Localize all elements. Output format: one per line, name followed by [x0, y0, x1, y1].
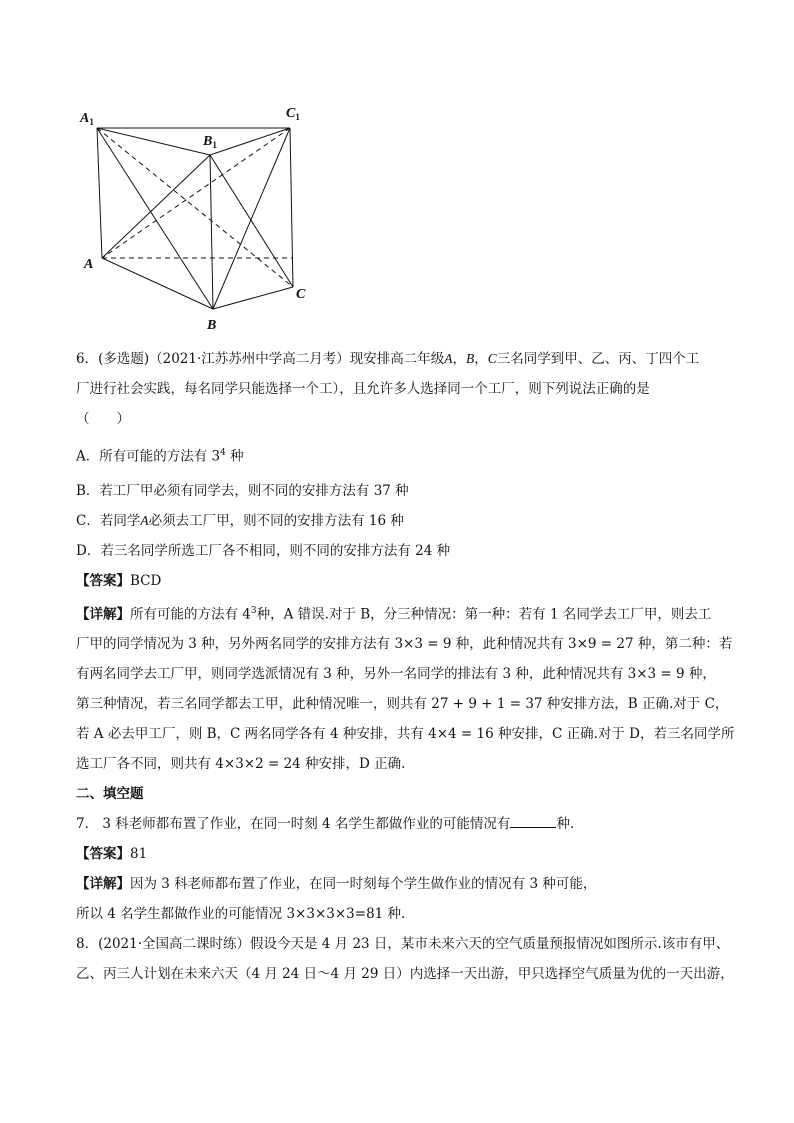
q7-detail-line1: 【详解】因为 3 科老师都布置了作业，在同一时刻每个学生做作业的情况有 3 种可能， — [76, 876, 597, 892]
vertex-label-b1: $B_1$ — [203, 134, 217, 150]
edge-c1-a-dashed — [102, 128, 290, 258]
q6-option-b: B．若工厂甲必须有同学去，则不同的安排方法有 37 种 — [76, 482, 409, 499]
q7-answer: 【答案】81 — [76, 846, 148, 862]
vertex-label-a: A — [84, 257, 94, 272]
edge-c1-c — [290, 128, 293, 287]
prism-diagram — [70, 95, 340, 340]
q6-option-d: D．若三名同学所选工厂各不相同，则不同的安排方法有 24 种 — [76, 542, 451, 559]
q6-detail-line2: 厂甲的同学情况为 3 种，另外两名同学的安排方法有 3×3 = 9 种，此种情况共有 3×9 = 27 种，第二种：若 — [76, 636, 733, 652]
edge-a1-a — [97, 128, 102, 258]
q6-detail-line5: 若 A 必去甲工厂，则 B，C 两名同学各有 4 种安排，共有 4×4 = 16 种安排，C 正确.对于 D，若三名同学所 — [76, 726, 735, 742]
q6-detail-line3: 有两名同学去工厂甲，则同学选派情况有 3 种，另外一名同学的排法有 3 种，此种情况共有 3×3 = 9 种， — [76, 666, 716, 682]
q6-answer: 【答案】BCD — [76, 572, 162, 589]
q8-line2: 乙、丙三人计划在未来六天（4 月 24 日～4 月 29 日）内选择一天出游，甲只选择空气质量为优的一天出游， — [76, 966, 734, 982]
q6-line2: 厂进行社会实践，每名同学只能选择一个工），且允许多人选择同一个工厂，则下列说法正确的是 — [76, 381, 650, 397]
vertex-label-a1: $A_1$ — [80, 111, 94, 127]
q6-detail-line6: 选工厂各不同，则共有 4×3×2 = 24 种安排，D 正确. — [76, 756, 406, 772]
q6-option-c: C．若同学A必须去工厂甲，则不同的安排方法有 16 种 — [76, 512, 404, 529]
vertex-label-b: B — [207, 318, 217, 333]
q6-line3: （ ） — [76, 411, 130, 427]
q6-line1: 6．(多选题)（2021·江苏苏州中学高二月考）现安排高二年级A，B，C三名同学到甲、乙、丙、丁四个工 — [76, 351, 700, 367]
edge-b-c — [213, 287, 293, 309]
document-body — [76, 344, 735, 989]
q6-option-a: A．所有可能的方法有 $3^4$ 种 — [76, 448, 244, 465]
q6-detail-line4: 第三种情况，若三名同学都去工甲，此种情况唯一，则共有 27 + 9 + 1 = 37 种安排方法，B 正确.对于 C， — [76, 696, 729, 712]
q6-detail-line1: 【详解】所有可能的方法有 $4^3$种，A 错误.对于 B，分三种情况：第一种：若有 1 名同学去工厂甲，则去工 — [76, 605, 712, 622]
vertex-label-c: C — [296, 287, 306, 302]
edge-a-b1 — [102, 155, 210, 258]
vertex-label-c1: $C_1$ — [286, 106, 300, 122]
q8-line1: 8．(2021·全国高二课时练）假设今天是 4 月 23 日，某市未来六天的空气质量预报情况如图所示.该市有甲、 — [76, 936, 730, 952]
section-title-fill-blank: 二、填空题 — [76, 786, 144, 802]
prism-figure — [70, 95, 340, 340]
q7-detail-line2: 所以 4 名学生都做作业的可能情况 3×3×3×3=81 种. — [76, 906, 406, 922]
q7-question: 7． 3 科老师都布置了作业，在同一时刻 4 名学生都做作业的可能情况有 种. — [76, 809, 726, 839]
edge-b1-c1 — [210, 128, 290, 155]
edge-b1-b — [210, 155, 213, 309]
answer-blank — [510, 813, 556, 828]
